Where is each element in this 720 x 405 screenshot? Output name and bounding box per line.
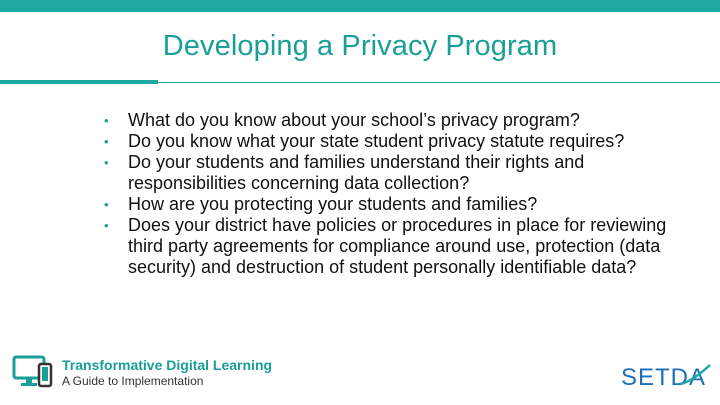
setda-logo: SETDA	[620, 364, 706, 391]
slide-title: Developing a Privacy Program	[162, 30, 558, 62]
computer-tablet-phone-icon	[12, 355, 56, 389]
bullet-dot: •	[104, 155, 109, 170]
bullet-item	[104, 110, 700, 131]
bullet-item	[104, 194, 700, 215]
bullet-dot: •	[104, 113, 109, 128]
bullet-text: What do you know about your school’s privacy program?	[128, 110, 580, 130]
title-underline-thin	[158, 82, 720, 83]
bullet-text: Do you know what your state student privacy statute requires?	[128, 131, 625, 151]
logo-title: Transformative Digital Learning	[62, 357, 273, 373]
bullet-item	[104, 131, 700, 152]
logo-subtitle: A Guide to Implementation	[62, 374, 204, 388]
bullet-dot: •	[104, 134, 109, 149]
tdl-logo	[12, 353, 272, 393]
bullet-dot: •	[104, 218, 109, 233]
title-underline-thick	[0, 80, 158, 84]
setda-swoosh-icon	[678, 362, 712, 388]
bullet-text: How are you protecting your students and families?	[128, 194, 538, 214]
bullet-item	[104, 215, 700, 278]
bullet-item	[104, 152, 700, 194]
top-accent-bar	[0, 0, 720, 12]
bullet-text: Does your district have policies or procedures in place for reviewing third party agreements for compliance around use, protection (data security) and destruction of student personally identifiable data?	[128, 215, 667, 277]
bullet-list	[104, 110, 700, 278]
bullet-text: Do your students and families understand their rights and responsibilities concerning data collection?	[128, 152, 585, 193]
bullet-dot: •	[104, 197, 109, 212]
